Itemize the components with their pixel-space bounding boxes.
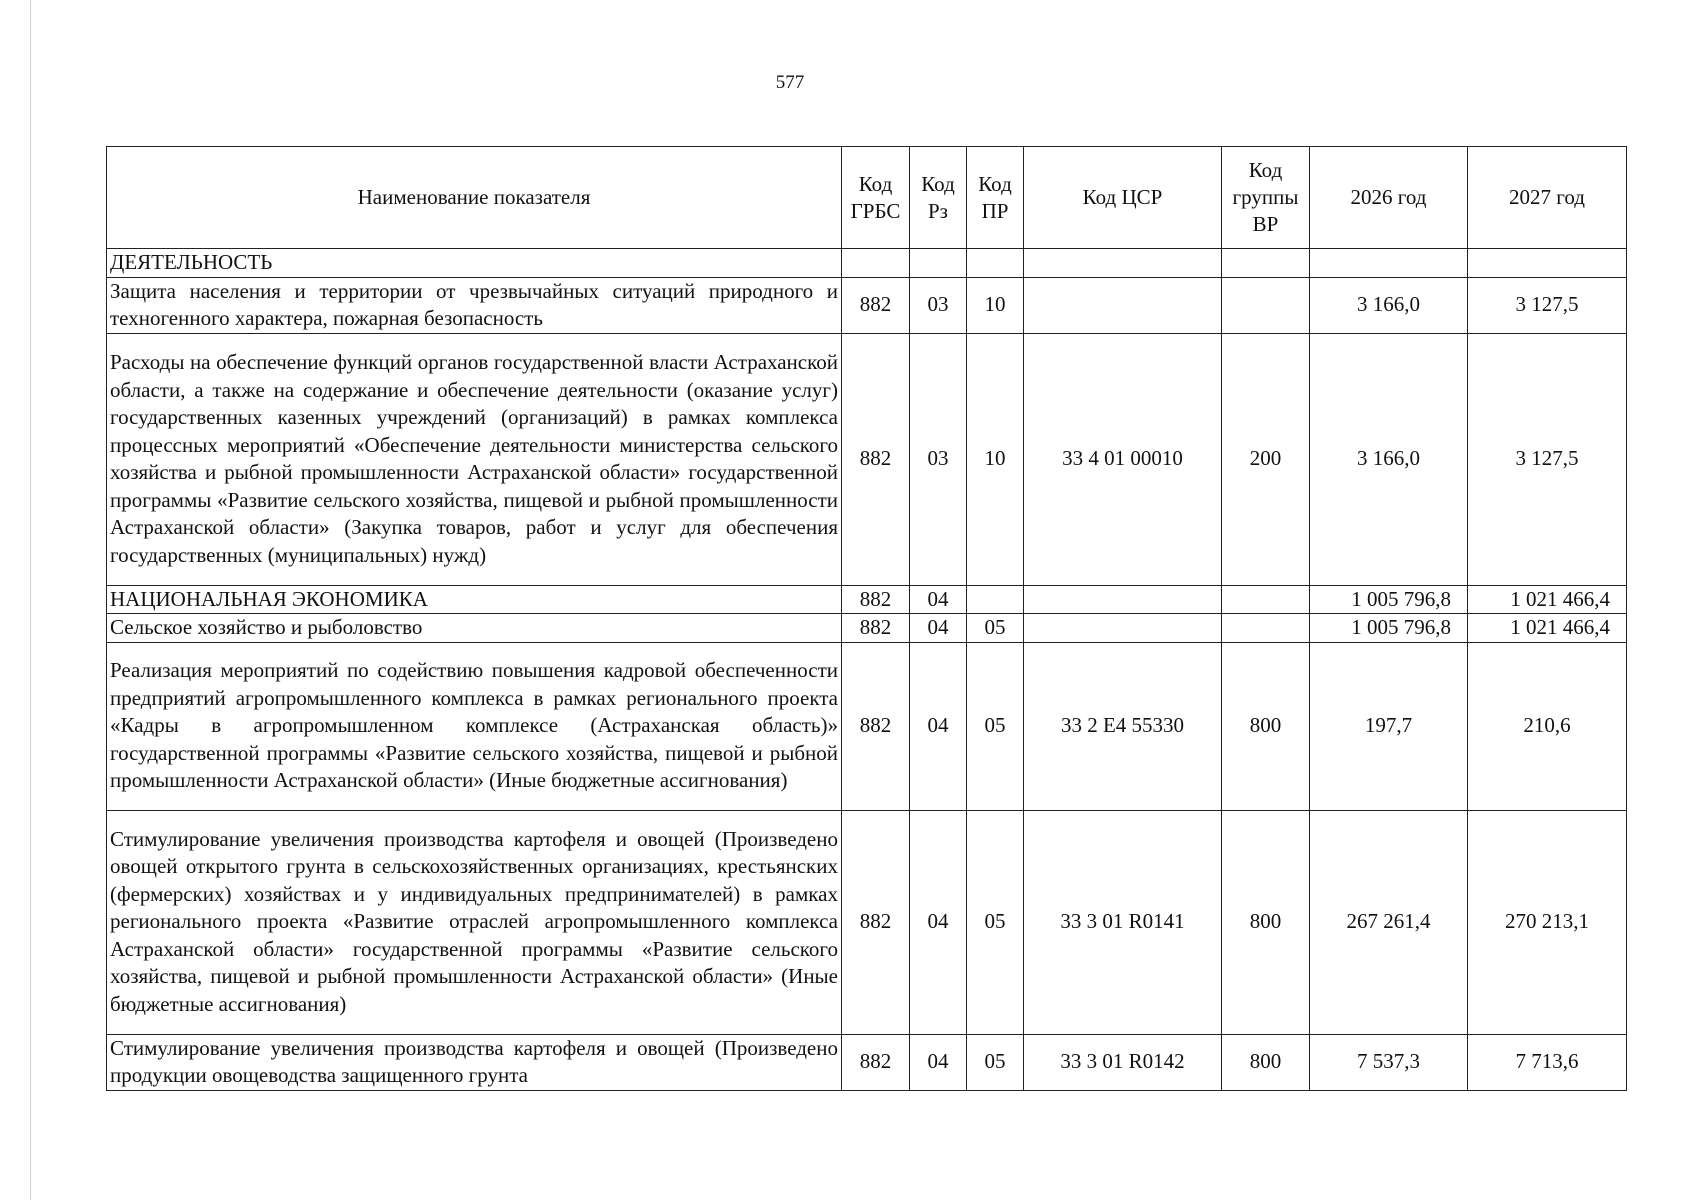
page-number: 577 (775, 72, 805, 93)
row-vr (1222, 614, 1310, 643)
header-2026: 2026 год (1310, 147, 1468, 249)
row-rz: 03 (910, 277, 967, 333)
row-name (107, 1034, 842, 1090)
row-grbs: 882 (842, 585, 910, 614)
row-vr: 800 (1222, 810, 1310, 1034)
row-2026: 3 166,0 (1310, 277, 1468, 333)
table-row (107, 585, 1627, 614)
table-row (107, 614, 1627, 643)
table-row (107, 277, 1627, 333)
row-pr: 10 (967, 333, 1024, 585)
row-pr: 10 (967, 277, 1024, 333)
row-2026: 3 166,0 (1310, 333, 1468, 585)
row-csr (1024, 585, 1222, 614)
row-2027: 210,6 (1468, 642, 1627, 810)
header-csr: Код ЦСР (1024, 147, 1222, 249)
row-csr (1024, 249, 1222, 278)
row-grbs: 882 (842, 1034, 910, 1090)
table-row (107, 810, 1627, 1034)
row-2026 (1310, 249, 1468, 278)
row-2027 (1468, 249, 1627, 278)
budget-table (106, 146, 1627, 1091)
row-2026: 1 005 796,8 (1310, 585, 1468, 614)
table-row (107, 1034, 1627, 1090)
row-2027: 3 127,5 (1468, 333, 1627, 585)
row-name: Сельское хозяйство и рыболовство (107, 614, 842, 643)
header-grbs: Код ГРБС (842, 147, 910, 249)
table-row (107, 249, 1627, 278)
row-grbs: 882 (842, 642, 910, 810)
row-2027: 1 021 466,4 (1468, 614, 1627, 643)
row-name-text: Стимулирование увеличения производства картофеля и овощей (Произведено продукции овощеводства защищенного грунта (110, 1035, 838, 1087)
row-2027: 270 213,1 (1468, 810, 1627, 1034)
row-name: Стимулирование увеличения производства картофеля и овощей (Произведено овощей открытого грунта в сельскохозяйственных организациях, крестьянских (фермерских) хозяйствах и у индивидуальных предпринимателей) в рамках регионального проекта «Развитие отраслей агропромышленного комплекса Астраханской области» государственной программы «Развитие сельского хозяйства, пищевой и рыбной промышленности Астраханской области» (Иные бюджетные ассигнования) (107, 810, 842, 1034)
row-csr: 33 3 01 R0141 (1024, 810, 1222, 1034)
row-csr: 33 2 Е4 55330 (1024, 642, 1222, 810)
row-vr: 800 (1222, 642, 1310, 810)
row-2027: 1 021 466,4 (1468, 585, 1627, 614)
row-name: НАЦИОНАЛЬНАЯ ЭКОНОМИКА (107, 585, 842, 614)
binding-line (30, 0, 31, 1200)
row-2027: 7 713,6 (1468, 1034, 1627, 1090)
row-pr (967, 249, 1024, 278)
row-2026: 197,7 (1310, 642, 1468, 810)
row-rz: 04 (910, 585, 967, 614)
row-vr: 800 (1222, 1034, 1310, 1090)
row-2027: 3 127,5 (1468, 277, 1627, 333)
header-rz: Код Рз (910, 147, 967, 249)
row-vr: 200 (1222, 333, 1310, 585)
row-vr (1222, 277, 1310, 333)
row-rz: 04 (910, 810, 967, 1034)
row-grbs: 882 (842, 614, 910, 643)
row-grbs (842, 249, 910, 278)
row-vr (1222, 585, 1310, 614)
row-pr: 05 (967, 614, 1024, 643)
row-csr (1024, 277, 1222, 333)
header-2027: 2027 год (1468, 147, 1627, 249)
row-name: Реализация мероприятий по содействию повышения кадровой обеспеченности предприятий агропромышленного комплекса в рамках регионального проекта «Кадры в агропромышленном комплексе (Астраханская область)» государственной программы «Развитие сельского хозяйства, пищевой и рыбной промышленности Астраханской области» (Иные бюджетные ассигнования) (107, 642, 842, 810)
row-rz: 03 (910, 333, 967, 585)
row-grbs: 882 (842, 810, 910, 1034)
row-name: Защита населения и территории от чрезвычайных ситуаций природного и техногенного характера, пожарная безопасность (107, 277, 842, 333)
row-2026: 267 261,4 (1310, 810, 1468, 1034)
row-rz: 04 (910, 642, 967, 810)
row-grbs: 882 (842, 333, 910, 585)
row-rz: 04 (910, 1034, 967, 1090)
row-2026: 7 537,3 (1310, 1034, 1468, 1090)
row-name: ДЕЯТЕЛЬНОСТЬ (107, 249, 842, 278)
row-csr (1024, 614, 1222, 643)
header-row (107, 147, 1627, 249)
row-pr (967, 585, 1024, 614)
row-pr: 05 (967, 810, 1024, 1034)
row-csr: 33 4 01 00010 (1024, 333, 1222, 585)
row-rz: 04 (910, 614, 967, 643)
row-pr: 05 (967, 642, 1024, 810)
table-row (107, 642, 1627, 810)
header-vr: Код группы ВР (1222, 147, 1310, 249)
table-row (107, 333, 1627, 585)
row-name: Расходы на обеспечение функций органов государственной власти Астраханской области, а также на содержание и обеспечение деятельности (оказание услуг) государственных казенных учреждений (организаций) в рамках комплекса процессных мероприятий «Обеспечение деятельности министерства сельского хозяйства и рыбной промышленности Астраханской области» государственной программы «Развитие сельского хозяйства, пищевой и рыбной промышленности Астраханской области» (Закупка товаров, работ и услуг для обеспечения государственных (муниципальных) нужд) (107, 333, 842, 585)
row-pr: 05 (967, 1034, 1024, 1090)
row-csr: 33 3 01 R0142 (1024, 1034, 1222, 1090)
row-vr (1222, 249, 1310, 278)
header-name: Наименование показателя (107, 147, 842, 249)
row-rz (910, 249, 967, 278)
row-2026: 1 005 796,8 (1310, 614, 1468, 643)
header-pr: Код ПР (967, 147, 1024, 249)
row-grbs: 882 (842, 277, 910, 333)
